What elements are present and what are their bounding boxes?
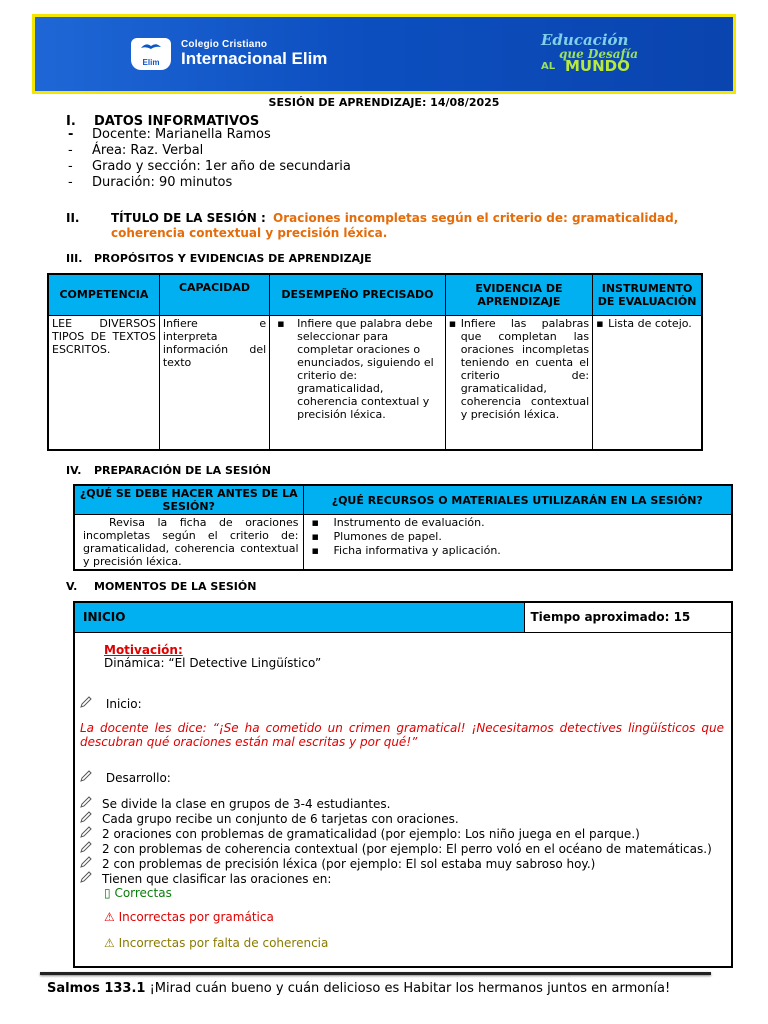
- section-number: IV.: [66, 464, 82, 477]
- section-heading: PROPÓSITOS Y EVIDENCIAS DE APRENDIZAJE: [94, 252, 372, 265]
- step-text: Cada grupo recibe un conjunto de 6 tarjetas con oraciones.: [102, 812, 459, 826]
- list-item: ▪ Plumones de papel.: [312, 530, 728, 544]
- desarrollo-item: [80, 770, 171, 785]
- step-text: 2 oraciones con problemas de gramaticalidad (por ejemplo: Los niño juega en el parque.): [102, 827, 640, 841]
- header-recursos: ¿QUÉ RECURSOS O MATERIALES UTILIZARÁN EN LA SESIÓN?: [303, 485, 732, 515]
- box-icon: ▯: [104, 886, 111, 900]
- category-label: Incorrectas por gramática: [118, 910, 274, 924]
- list-item: [68, 127, 351, 143]
- dash: -: [68, 159, 73, 174]
- list-item: [68, 143, 351, 159]
- section-number: II.: [66, 211, 80, 225]
- pencil-icon: [80, 826, 94, 841]
- info-teacher: Docente: Marianella Ramos: [92, 127, 271, 142]
- list-item: ▪ Instrumento de evaluación.: [312, 516, 728, 530]
- school-logo: [131, 38, 171, 70]
- header-instrumento: INSTRUMENTO DE EVALUACIÓN: [593, 274, 702, 315]
- cell-competencia: LEE DIVERSOS TIPOS DE TEXTOS ESCRITOS.: [48, 315, 159, 450]
- cell-capacidad: Infiere e interpreta información del texto: [159, 315, 269, 450]
- section-momentos: [66, 580, 256, 593]
- inicio-item: [80, 696, 142, 711]
- header-competencia: COMPETENCIA: [48, 274, 159, 315]
- slogan-line1: Educación: [541, 31, 629, 49]
- dash: -: [68, 143, 73, 158]
- pencil-icon: [80, 770, 94, 785]
- slogan-line3: AL: [541, 61, 556, 72]
- cell-evidencia: [445, 315, 592, 450]
- desarrollo-label: Desarrollo:: [105, 771, 171, 785]
- list-item: [80, 871, 712, 886]
- pencil-icon: [80, 841, 94, 856]
- info-list: [68, 127, 351, 191]
- docente-quote: La docente les dice: “¡Se ha cometido un crimen gramatical! ¡Necesitamos detectives lingüísticos que descubran qué oraciones están mal escritas y por qué!”: [80, 721, 724, 749]
- section-number: III.: [66, 252, 83, 265]
- step-text: Se divide la clase en grupos de 3-4 estudiantes.: [102, 797, 391, 811]
- category-coherencia: [104, 937, 328, 950]
- slogan-line2: que Desafía: [559, 47, 638, 61]
- pencil-icon: [80, 871, 94, 886]
- section-number: V.: [66, 580, 78, 593]
- inicio-item-label: Inicio:: [105, 697, 142, 711]
- footer-divider: [40, 972, 711, 975]
- section-heading: DATOS INFORMATIVOS: [94, 114, 260, 129]
- section-heading: PREPARACIÓN DE LA SESIÓN: [94, 464, 271, 477]
- slogan-line4: MUNDO: [565, 57, 630, 75]
- tiempo-cell: Tiempo aproximado: 15: [524, 602, 732, 632]
- list-item: [80, 826, 712, 841]
- list-item: ▪ Lista de cotejo.: [596, 317, 698, 330]
- section-propositos: [66, 252, 372, 265]
- section-number: I.: [66, 114, 76, 129]
- list-item: [80, 856, 712, 871]
- step-text: Tienen que clasificar las oraciones en:: [102, 872, 332, 886]
- page-title: SESIÓN DE APRENDIZAJE: 14/08/2025: [268, 96, 500, 109]
- info-grade: Grado y sección: 1er año de secundaria: [92, 159, 351, 174]
- list-item: [80, 811, 712, 826]
- section-preparacion: [66, 464, 271, 477]
- list-item: ▪ Infiere las palabras que completan las oraciones incompletas teniendo en cuenta el criterio de: gramaticalidad, coherencia contextual y precisión léxica.: [449, 317, 589, 421]
- school-name-line2: Internacional Elim: [181, 49, 328, 68]
- list-item: [80, 841, 712, 856]
- info-duration: Duración: 90 minutos: [92, 175, 233, 190]
- category-label: Correctas: [114, 886, 172, 900]
- warning-icon: ⚠: [104, 910, 115, 924]
- header-desempeno: DESEMPEÑO PRECISADO: [270, 274, 446, 315]
- motivacion-label: Motivación:: [104, 643, 183, 657]
- section-heading: MOMENTOS DE LA SESIÓN: [94, 580, 257, 593]
- warning-icon: ⚠: [104, 936, 115, 950]
- list-item: ▪ Ficha informativa y aplicación.: [312, 544, 728, 558]
- list-item: ▪ Infiere que palabra debe seleccionar para completar oraciones o enunciados, siguiendo el criterio de: gramaticalidad, coherencia contextual y precisión léxica.: [277, 317, 442, 421]
- pencil-icon: [80, 796, 94, 811]
- preparation-table: [73, 484, 733, 571]
- session-title-value: Oraciones incompletas según el criterio de: gramaticalidad, coherencia contextual y precisión léxica.: [111, 211, 679, 240]
- list-item: [68, 159, 351, 175]
- header-banner: [32, 14, 736, 94]
- list-item: [80, 796, 712, 811]
- dash: -: [68, 127, 74, 142]
- steps-list: [80, 796, 712, 886]
- category-label: Incorrectas por falta de coherencia: [118, 936, 329, 950]
- cell-desempeno: [270, 315, 446, 450]
- school-name-line1: Colegio Cristiano: [181, 39, 268, 50]
- header-capacidad: CAPACIDAD: [159, 274, 269, 315]
- cell-instrumento: [593, 315, 702, 450]
- header-evidencia: EVIDENCIA DE APRENDIZAJE: [445, 274, 592, 315]
- inicio-header: INICIO: [74, 602, 524, 632]
- pencil-icon: [80, 811, 94, 826]
- session-title-label: TÍTULO DE LA SESIÓN :: [111, 211, 266, 225]
- dash: -: [68, 175, 73, 190]
- slogan: [541, 29, 641, 81]
- list-item: [68, 175, 351, 191]
- purposes-table: [47, 273, 703, 451]
- pencil-icon: [80, 856, 94, 871]
- logo-word: Elim: [142, 58, 160, 67]
- category-correctas: [104, 887, 172, 900]
- verse-reference: Salmos 133.1: [47, 981, 146, 996]
- category-gramatica: [104, 911, 274, 924]
- info-area: Área: Raz. Verbal: [92, 143, 204, 158]
- dinamica-text: Dinámica: “El Detective Lingüístico”: [104, 656, 322, 670]
- dove-icon: [140, 41, 162, 51]
- pencil-icon: [80, 696, 94, 711]
- school-name: [181, 39, 327, 68]
- cell-antes: Revisa la ficha de oraciones incompletas según el criterio de: gramaticalidad, coherencia contextual y precisión léxica.: [74, 515, 303, 571]
- header-antes: ¿QUÉ SE DEBE HACER ANTES DE LA SESIÓN?: [74, 485, 303, 515]
- footer-verse: [47, 981, 670, 996]
- verse-text: ¡Mirad cuán bueno y cuán delicioso es Habitar los hermanos juntos en armonía!: [149, 981, 671, 996]
- step-text: 2 con problemas de coherencia contextual (por ejemplo: El perro voló en el océano de matemáticas.): [102, 842, 712, 856]
- cell-recursos: [303, 515, 732, 571]
- step-text: 2 con problemas de precisión léxica (por ejemplo: El sol estaba muy sabroso hoy.): [102, 857, 596, 871]
